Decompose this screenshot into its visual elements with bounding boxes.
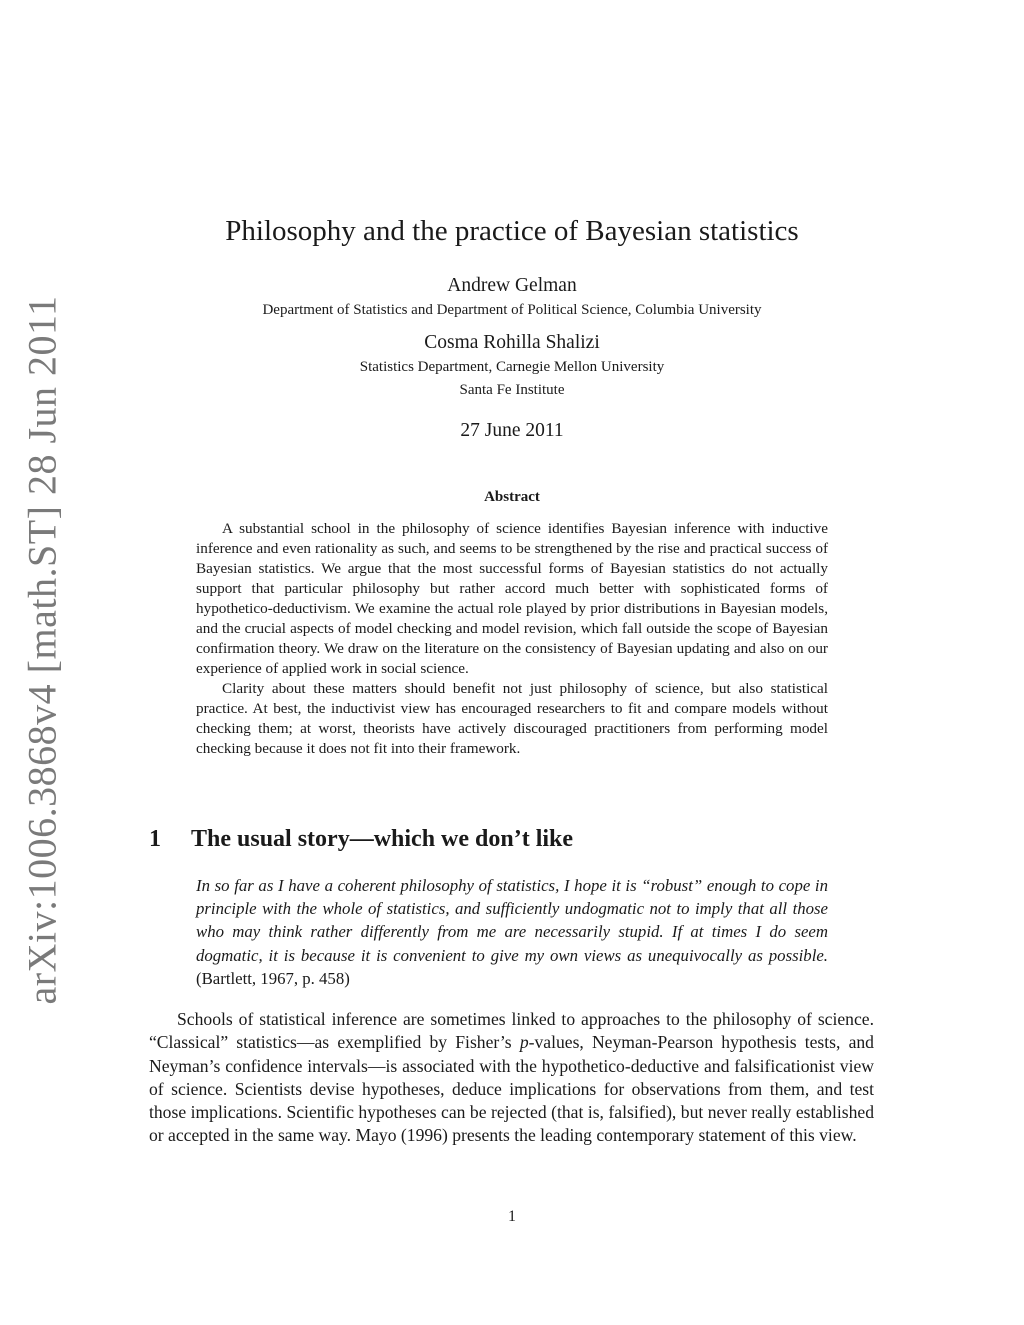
epigraph-citation: (Bartlett, 1967, p. 458): [196, 968, 350, 988]
abstract-heading: Abstract: [484, 489, 540, 505]
abstract-paragraph: Clarity about these matters should benefit not just philosophy of science, but also statistical practice. At best, the inductivist view has encouraged researchers to fit and compare models without checking them; at worst, theorists have actively discouraged practitioners from performing model checking because it does not fit into their framework.: [196, 680, 828, 757]
arxiv-identifier-stamp: arXiv:1006.3868v4 [math.ST] 28 Jun 2011: [19, 295, 65, 1005]
section-title: The usual story—which we don’t like: [191, 826, 574, 852]
section-number: 1: [149, 826, 161, 852]
abstract-paragraph: A substantial school in the philosophy of science identifies Bayesian inference with inductive inference and even rationality as such, and seems to be strengthened by the rise and practical success of Bayesian statistics. We argue that the most successful forms of Bayesian statistics do not actually support that particular philosophy but rather accord much better with sophisticated forms of hypothetico-deductivism. We examine the actual role played by prior distributions in Bayesian models, and the crucial aspects of model checking and model revision, which fall outside the scope of Bayesian confirmation theory. We draw on the literature on the consistency of Bayesian updating and also on our experience of applied work in social science.: [196, 520, 828, 677]
body-text-part-1: Schools of statistical inference are sometimes linked to approaches to the philosophy of science. “Classical” statistics—as exemplified by Fisher’s: [149, 1009, 874, 1053]
author-affiliation-1: Department of Statistics and Department of Political Science, Columbia University: [262, 302, 762, 318]
author-affiliation-2b: Santa Fe Institute: [459, 382, 565, 398]
epigraph-quote: In so far as I have a coherent philosophy of statistics, I hope it is “robust” enough to cope in principle with the whole of statistics, and sufficiently undogmatic not to imply that all those who may think rather differently from me are necessarily stupid. If at times I do seem dogmatic, it is because it is convenient to give my own views as unequivocally as possible.: [196, 876, 828, 965]
author-name-1: Andrew Gelman: [447, 275, 577, 296]
body-text-part-2: -values, Neyman-Pearson hypothesis tests, and Neyman’s confidence intervals—is associated with the hypothetico-deductive and falsificationist view of science. Scientists devise hypotheses, deduce implications for observations from them, and test those implications. Scientific hypotheses can be rejected (that is, falsified), but never really established or accepted in the same way. Mayo (1996) presents the leading contemporary statement of this view.: [149, 1032, 874, 1146]
paper-title: Philosophy and the practice of Bayesian statistics: [225, 215, 799, 247]
author-name-2: Cosma Rohilla Shalizi: [424, 332, 600, 353]
abstract-body: [196, 519, 828, 759]
p-value-symbol: p: [519, 1032, 529, 1053]
publication-date: 27 June 2011: [460, 420, 564, 441]
section-body: [149, 1008, 874, 1148]
author-affiliation-2a: Statistics Department, Carnegie Mellon University: [359, 359, 665, 375]
page-number: 1: [508, 1208, 516, 1225]
body-paragraph: [149, 1008, 874, 1148]
epigraph: [196, 874, 828, 990]
section-heading: [149, 826, 573, 853]
